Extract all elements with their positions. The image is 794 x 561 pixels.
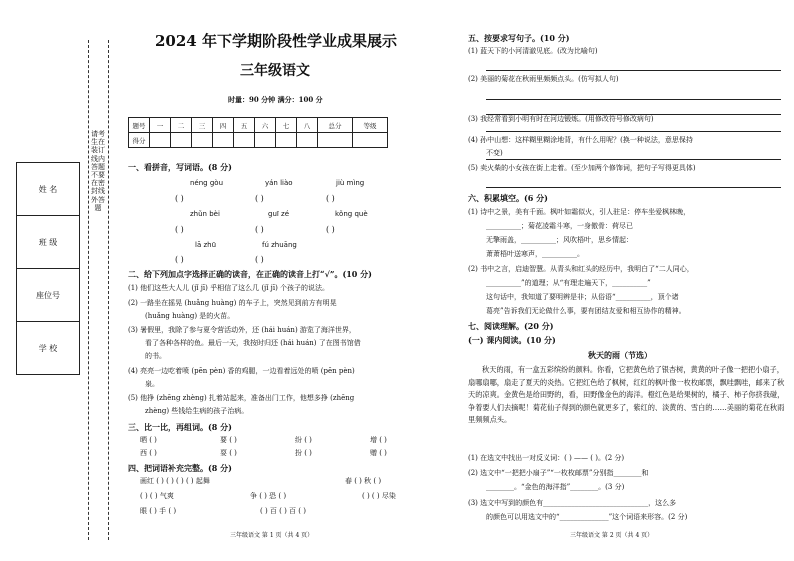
idiom-blank[interactable]: ( ) ( ) 尽染	[362, 492, 396, 500]
score-cell[interactable]	[192, 133, 213, 148]
passage-text: 秋天的雨，有一盒五彩缤纷的颜料。你看，它把黄色给了银杏树，黄黄的叶子像一把把小扇子，扇哪扇哪，扇走了夏天的炎热。它把红色给了枫树，红红的枫叶像一枚枚邮票，飘哇飘哇，邮来了秋天的凉爽。金黄色是给田野的，看，田野像金色的海洋。橙红色是给果树的，橘子、柿子你挤我碰，争着要人们去摘呢！菊花仙子得到的颜色就更多了，紫红的、淡黄的、雪白的……美丽的菊花在秋雨里频频点头。	[468, 365, 785, 424]
idiom-blank[interactable]: 眼 ( ) 手 ( )	[140, 507, 177, 515]
q5-title: 五、按要求写句子。(10 分)	[468, 33, 570, 43]
score-col: 二	[171, 118, 192, 133]
q7-question: (2) 选文中“一把把小扇子”“一枚枚邮票”分别指________和	[468, 469, 649, 477]
exam-meta: 时量：90 分钟 满分：100 分	[228, 95, 323, 104]
word-group[interactable]: 纷 ( )	[295, 436, 312, 444]
answer-line[interactable]	[486, 131, 781, 132]
score-col: 总分	[318, 118, 353, 133]
q5-item: (4) 孙中山想：这样糊里糊涂地背，有什么用呢？(换一种说法，意思保持	[468, 136, 693, 144]
word-group[interactable]: 晒 ( )	[140, 436, 157, 444]
q6-item: 无擎雨盖，__________；风吹梧叶，思乡情起：	[486, 236, 633, 244]
q2-item: (3) 暑假里，我除了参与夏令营活动外，还 (hái huán) 游览了海洋世界，	[128, 326, 356, 334]
idiom-blank[interactable]: ( ) ( ) 气爽	[140, 492, 174, 500]
idiom-blank[interactable]: 画红 ( ) ( ) ( ) ( ) 起舞	[140, 477, 210, 485]
q4-title: 四、把词语补充完整。(8 分)	[128, 463, 232, 473]
score-cell[interactable]	[234, 133, 255, 148]
word-group[interactable]: 耍 ( )	[220, 449, 237, 457]
pinyin: jiù mìng	[336, 179, 365, 187]
answer-blank[interactable]: ( )	[175, 225, 184, 234]
score-col: 八	[297, 118, 318, 133]
word-group[interactable]: 西 ( )	[140, 449, 157, 457]
q2-title: 二、给下列加点字选择正确的读音，在正确的读音上打“√”。(10 分)	[128, 269, 372, 279]
score-cell[interactable]	[150, 133, 171, 148]
binding-line	[108, 40, 109, 540]
word-group[interactable]: 要 ( )	[220, 436, 237, 444]
q7-question: ________。“金色的海洋指”________。(3 分)	[486, 483, 625, 491]
score-header: 题号	[129, 118, 150, 133]
score-col: 一	[150, 118, 171, 133]
q2-item: (4) 亮亮一边吃着喷 (pēn pèn) 香的鸡腿，一边看着远处的喷 (pēn pèn)	[128, 367, 355, 375]
idiom-blank[interactable]: 争 ( ) 恐 ( )	[250, 492, 287, 500]
q6-item: __________”的道理；从“有理走遍天下，__________”	[486, 279, 651, 287]
score-col: 五	[234, 118, 255, 133]
answer-line[interactable]	[486, 187, 781, 188]
word-group[interactable]: 扮 ( )	[295, 449, 312, 457]
answer-blank[interactable]: ( )	[326, 194, 335, 203]
q6-item: __________；菊花凌霜斗寒，一身傲骨：荷尽已	[486, 222, 633, 230]
answer-blank[interactable]: ( )	[255, 194, 264, 203]
pinyin: yán liào	[265, 179, 293, 187]
page-footer: 三年级语文 第 2 页（共 4 页）	[570, 532, 654, 539]
q6-item: 这句话中，我知道了要明辨是非；从俗语“__________，顶个诸	[486, 293, 679, 301]
pinyin: guī zé	[268, 210, 290, 218]
q5-item: (3) 我经常看到小明有时在河边锻炼。(用修改符号修改病句)	[468, 115, 654, 123]
q2-item: 泉。	[145, 380, 159, 388]
word-group[interactable]: 增 ( )	[370, 436, 387, 444]
answer-blank[interactable]: ( )	[255, 225, 264, 234]
answer-blank[interactable]: ( )	[326, 225, 335, 234]
reading-passage	[468, 364, 786, 427]
score-cell[interactable]	[318, 133, 353, 148]
q7-question: (3) 选文中写到的颜色有______________________________，这么多	[468, 499, 677, 507]
answer-line[interactable]	[486, 159, 781, 160]
score-cell[interactable]	[297, 133, 318, 148]
q5-item: (2) 美丽的菊花在秋雨里频频点头。(仿写拟人句)	[468, 75, 619, 83]
score-cell[interactable]	[171, 133, 192, 148]
pinyin: lā zhū	[195, 241, 217, 249]
class-field[interactable]: 班 级	[17, 216, 80, 269]
score-col: 七	[276, 118, 297, 133]
passage-title: 秋天的雨（节选）	[588, 350, 652, 360]
q2-item: (1) 他们这些大人儿 (jǐ jī) 乎相信了这么几 (jǐ jī) 个孩子的说法。	[128, 284, 330, 292]
q2-item: 看了各种各样的鱼。最后一天，我按时归还 (hái huán) 了在图书馆借	[145, 339, 361, 347]
binding-strip	[0, 0, 125, 561]
q1-title: 一、看拼音，写词语。(8 分)	[128, 162, 232, 172]
score-col: 三	[192, 118, 213, 133]
pinyin: fú zhuāng	[262, 241, 297, 249]
score-row-label: 得分	[129, 133, 150, 148]
q7-question: 的颜色可以用选文中的“______________”这个词语来形容。(2 分)	[486, 513, 688, 521]
pinyin: kǒng què	[335, 210, 368, 218]
score-col: 四	[213, 118, 234, 133]
q5-item: (1) 蓝天下的小河清澈见底。(改为比喻句)	[468, 47, 598, 55]
q2-item: (5) 他挣 (zhēng zhèng) 扎着站起来，准备出门工作，他想多挣 (zhēng	[128, 394, 355, 402]
q6-item: 葛亮”告诉我们无论做什么事，要有团结友爱和相互协作的精神。	[486, 307, 686, 315]
score-cell[interactable]	[213, 133, 234, 148]
answer-blank[interactable]: ( )	[175, 255, 184, 264]
q2-item: (2) 一路坐在摇晃 (huǎng huàng) 的车子上，突然见到前方有明晃	[128, 299, 337, 307]
score-col: 六	[255, 118, 276, 133]
score-cell[interactable]	[353, 133, 388, 148]
name-field[interactable]: 姓 名	[17, 163, 80, 216]
q6-item: (1) 诗中之景，美有千面。枫叶如霜似火，引人驻足：停车坐爱枫林晚，	[468, 208, 691, 216]
school-field[interactable]: 学 校	[17, 322, 80, 375]
seal-line	[88, 40, 89, 540]
q6-item: (2) 书中之言，启迪智慧。从青头和红头的经历中，我明白了“二人同心，	[468, 265, 694, 273]
word-group[interactable]: 赠 ( )	[370, 449, 387, 457]
q2-item: (huǎng huàng) 是的火苗。	[145, 312, 235, 320]
score-col: 等级	[353, 118, 388, 133]
page-title: 2024 年下学期阶段性学业成果展示	[155, 32, 397, 50]
pinyin: néng gòu	[190, 179, 224, 187]
student-info-box	[16, 162, 80, 375]
seat-field[interactable]: 座位号	[17, 269, 80, 322]
q7-title: 七、阅读理解。(20 分)	[468, 321, 554, 331]
idiom-blank[interactable]: 春 ( ) 秋 ( )	[345, 477, 382, 485]
q5-item: (5) 卖火柴的小女孩在街上走着。(至少加两个修饰词，把句子写得更具体)	[468, 164, 696, 172]
subject-title: 三年级语文	[240, 63, 310, 79]
q5-item: 不变)	[486, 149, 503, 157]
score-cell[interactable]	[276, 133, 297, 148]
q6-title: 六、积累填空。(6 分)	[468, 193, 548, 203]
answer-line[interactable]	[486, 99, 781, 100]
idiom-blank[interactable]: ( ) 百 ( ) 百 ( )	[260, 507, 306, 515]
answer-line[interactable]	[486, 70, 781, 71]
score-table	[128, 117, 388, 148]
answer-blank[interactable]: ( )	[255, 255, 264, 264]
q2-item: zhèng) 些钱给生病的孩子治病。	[145, 407, 249, 415]
q6-item: 萧萧梧叶送寒声，__________。	[486, 250, 584, 258]
score-cell[interactable]	[255, 133, 276, 148]
q3-title: 三、比一比，再组词。(8 分)	[128, 422, 232, 432]
q7-sub: (一) 课内阅读。(10 分)	[468, 335, 556, 345]
binding-notice: 请考生在装订线内答题 不要在密封线外答题	[91, 130, 105, 212]
answer-blank[interactable]: ( )	[175, 194, 184, 203]
q2-item: 的书。	[145, 352, 166, 360]
q7-question: (1) 在选文中找出一对反义词：( ) —— ( )。(2 分)	[468, 454, 625, 462]
pinyin: zhǔn bèi	[190, 210, 220, 218]
page-footer: 三年级语文 第 1 页（共 4 页）	[230, 532, 314, 539]
